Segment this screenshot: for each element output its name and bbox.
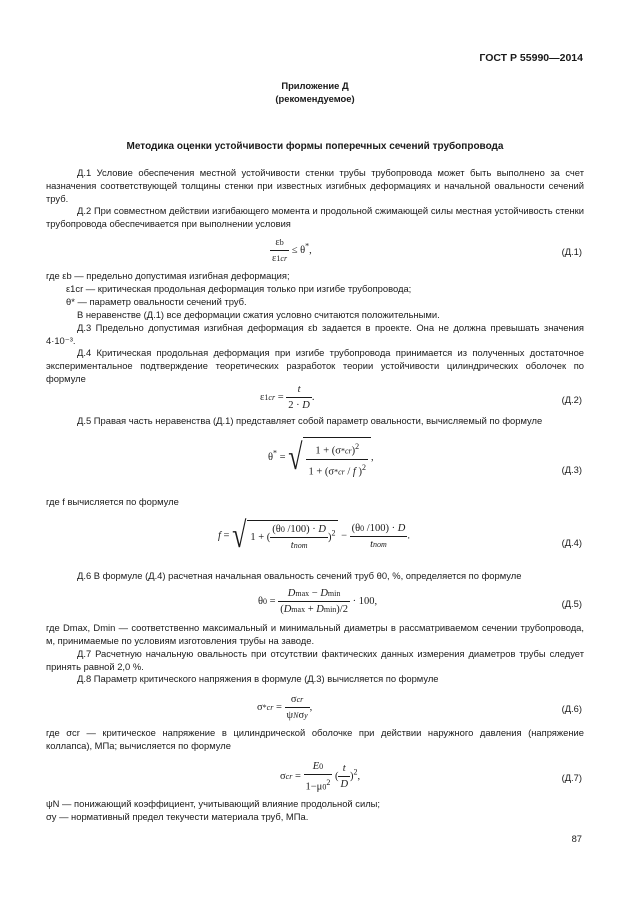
where-eps-1cr: ε1cr — критическая продольная деформация только при изгибе трубопровода; [66, 283, 412, 294]
sigma-y-definition: σy — нормативный предел текучести материала труб, МПа. [46, 811, 309, 822]
formula-d4: f = √ 1 + ( (θ0 /100) · D tnom )$^2$ − (θ0 /100) · D tnom . [218, 515, 410, 556]
equation-number: (Д.5) [561, 598, 582, 609]
paragraph-d3: Д.3 Предельно допустимая изгибная деформация εb задается в проекте. Она не должна превышать значения 4·10⁻³. [46, 322, 584, 346]
equation-number: (Д.4) [561, 537, 582, 548]
formula-d6: σ*cr = σcr ψNσy , [257, 694, 313, 721]
psi-n-definition: ψN — понижающий коэффициент, учитывающий влияние продольной силы; [46, 798, 381, 809]
paragraph-d4: Д.4 Критическая продольная деформация при изгибе трубопровода принимается из полученных достаточное экспериментальное подтверждение теоретических разработок теории устойчивости цилиндрических оболочек по формуле [46, 347, 584, 384]
equation-number: (Д.7) [561, 772, 582, 783]
formula-d1: $\frac{\varepsilon b}{\varepsilon 1cr}$ ≤ θ*, [272, 237, 312, 264]
equation-number: (Д.2) [561, 394, 582, 405]
section-title: Методика оценки устойчивости формы поперечных сечений трубопровода [126, 141, 504, 152]
formula-d7: σcr = $\frac{E0}{1-\mu 0^2}$ ( $\frac{t}{D}$ )$^2$, [280, 761, 361, 793]
appendix-subtitle: (рекомендуемое) [275, 93, 355, 104]
formula-d2: ε1cr = $\frac{t}{2 \cdot D}$ . [260, 384, 315, 411]
where-eps-b: где εb — предельно допустимая изгибная деформация; [46, 270, 290, 281]
paragraph-d5: Д.5 Правая часть неравенства (Д.1) представляет собой параметр овальности, вычисляемый по формуле [77, 415, 543, 426]
equation-number: (Д.3) [561, 464, 582, 475]
where-sigma-cr: где σcr — критическое напряжение в цилиндрической оболочке при действии наружного давления (напряжение коллапса), МПа; вычисляется по формуле [46, 727, 584, 751]
paragraph-d8: Д.8 Параметр критического напряжения в формуле (Д.3) вычисляется по формуле [77, 673, 439, 684]
paragraph-d1: Д.1 Условие обеспечения местной устойчивости стенки трубы трубопровода может быть выполнено за счет назначения соответствующей толщины стенки при известных изгибных деформациях и начальной овальности сечений труб. [46, 167, 584, 204]
appendix-title: Приложение Д [281, 80, 349, 91]
where-theta: θ* — параметр овальности сечений труб. [66, 296, 247, 307]
paragraph-d2: Д.2 При совместном действии изгибающего момента и продольной сжимающей силы местная устойчивость стенки трубопровода обеспечивается при выполнении условия [46, 205, 584, 229]
where-f: где f вычисляется по формуле [46, 496, 179, 507]
paragraph-d2-note: В неравенстве (Д.1) все деформации сжатия условно считаются положительными. [77, 309, 440, 320]
equation-number: (Д.1) [561, 246, 582, 257]
formula-d3: θ* = √ $\frac{1 + (\sigma*cr)^2}{1 + (\sigma*cr / f )^2}$ , [268, 436, 374, 478]
where-dmax-dmin: где Dmax, Dmin — соответственно максимальный и минимальный диаметры в рассматриваемом сечении трубопровода, м, принимаемые по условиям изготовления трубы на заводе. [46, 622, 584, 646]
formula-d5: θ0 = Dmax − Dmin (Dmax + Dmin)/2 · 100, [258, 588, 378, 615]
paragraph-d6: Д.6 В формуле (Д.4) расчетная начальная овальность сечений труб θ0, %, определяется по формуле [77, 570, 522, 581]
page-number: 87 [571, 833, 582, 844]
standard-number: ГОСТ Р 55990—2014 [479, 52, 583, 64]
equation-number: (Д.6) [561, 703, 582, 714]
paragraph-d7: Д.7 Расчетную начальную овальность при отсутствии фактических данных измерения диаметров трубы следует принять равной 2,0 %. [46, 648, 584, 672]
